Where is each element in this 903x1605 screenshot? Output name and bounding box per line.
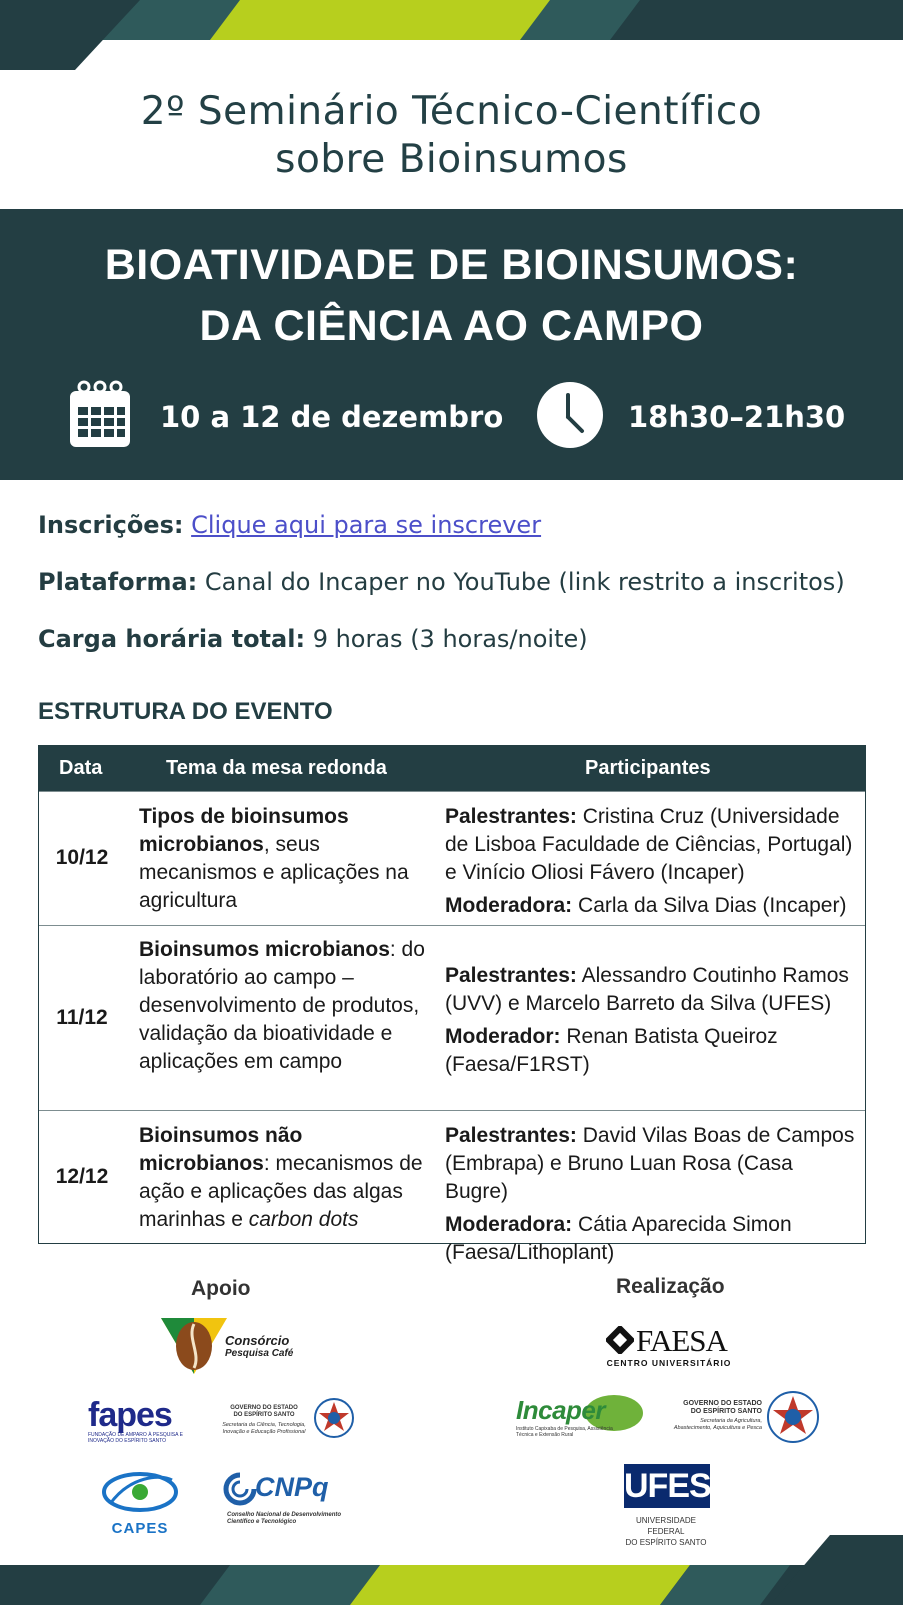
bottom-stripe	[0, 1535, 903, 1605]
organizer-heading: Realização	[616, 1275, 725, 1298]
registration-link[interactable]: Clique aqui para se inscrever	[191, 511, 542, 539]
row-participants: Palestrantes: Cristina Cruz (Universidade de Lisboa Faculdade de Ciências, Portugal) e Vinício Oliosi Fávero (Incaper) Moderadora: Carla da Silva Dias (Incaper)	[445, 805, 853, 917]
registration-line: Inscrições: Clique aqui para se inscrever	[38, 511, 542, 539]
faesa-logo: FAESA CENTRO UNIVERSITÁRIO	[606, 1326, 732, 1370]
table-header: Data Tema da mesa redonda Participantes	[39, 746, 865, 791]
support-heading: Apoio	[191, 1277, 251, 1300]
calendar-icon	[68, 379, 132, 449]
top-stripe	[0, 0, 903, 70]
structure-heading: ESTRUTURA DO EVENTO	[38, 698, 333, 725]
row-theme: Tipos de bioinsumos microbianos, seus mecanismos e aplicações na agricultura	[139, 805, 409, 912]
platform-line: Plataforma: Canal do Incaper no YouTube (link restrito a inscritos)	[38, 568, 845, 596]
state-seal-icon	[766, 1388, 820, 1446]
table-row: 12/12 Bioinsumos não microbianos: mecanismos de ação e aplicações das algas marinhas e carbon dots Palestrantes: David Vilas Boas de Campos (Embrapa) e Bruno Luan Rosa (Casa Bugre) Moderadora: Cátia Aparecida Simon (Faesa/Lithoplant)	[39, 1110, 865, 1243]
table-row: 10/12 Tipos de bioinsumos microbianos, seus mecanismos e aplicações na agricultura Palestrantes: Cristina Cruz (Universidade de Lisboa Faculdade de Ciências, Portugal) e Vinício Oliosi Fávero (Incaper) Moderadora: Carla da Silva Dias (Incaper)	[39, 791, 865, 925]
row-theme: Bioinsumos não microbianos: mecanismos de ação e aplicações das algas marinhas e carbon dots	[139, 1124, 423, 1231]
sectec-logo: GOVERNO DO ESTADO DO ESPÍRITO SANTO Secretaria da Ciência, Tecnologia, Inovação e Educação Profissional	[222, 1405, 306, 1435]
event-time: 18h30–21h30	[628, 400, 846, 434]
theme-banner	[0, 209, 903, 480]
cnpq-logo: CNPq Conselho Nacional de Desenvolvimento Científico e Tecnológico	[227, 1472, 342, 1525]
row-theme: Bioinsumos microbianos: do laboratório ao campo – desenvolvimento de produtos, validação da bioatividade e aplicações em campo	[139, 938, 425, 1073]
ufes-logo: UFES UNIVERSIDADE FEDERAL DO ESPÍRITO SANTO	[620, 1464, 712, 1542]
incaper-logo: Incaper Instituto Capixaba de Pesquisa, Assistência Técnica e Extensão Rural	[516, 1393, 646, 1443]
seag-logo: GOVERNO DO ESTADO DO ESPÍRITO SANTO Secretaria da Agricultura, Abastecimento, Aquicultura e Pesca	[673, 1400, 762, 1431]
fapes-logo: fapes FUNDAÇÃO DE AMPARO À PESQUISA E INOVAÇÃO DO ESPÍRITO SANTO	[88, 1396, 183, 1444]
hours-line: Carga horária total: 9 horas (3 horas/noite)	[38, 625, 588, 653]
event-date: 10 a 12 de dezembro	[160, 400, 504, 434]
state-seal-icon	[314, 1396, 354, 1440]
schedule-table	[38, 745, 866, 1264]
event-title: 2º Seminário Técnico-Científico sobre Bioinsumos	[140, 89, 763, 182]
consorcio-logo: Consórcio Pesquisa Café	[161, 1318, 296, 1374]
clock-icon	[536, 381, 604, 449]
theme-title: BIOATIVIDADE DE BIOINSUMOS: DA CIÊNCIA AO CAMPO	[104, 241, 799, 350]
capes-logo: CAPES	[100, 1466, 180, 1538]
row-participants: Palestrantes: Alessandro Coutinho Ramos (UVV) e Marcelo Barreto da Silva (UFES) Moderador: Renan Batista Queiroz (Faesa/F1RST)	[445, 964, 849, 1076]
row-participants: Palestrantes: David Vilas Boas de Campos (Embrapa) e Bruno Luan Rosa (Casa Bugre) Moderadora: Cátia Aparecida Simon (Faesa/Lithoplant)	[445, 1124, 855, 1264]
table-row: 11/12 Bioinsumos microbianos: do laboratório ao campo – desenvolvimento de produtos, validação da bioatividade e aplicações em campo Palestrantes: Alessandro Coutinho Ramos (UVV) e Marcelo Barreto da Silva (UFES) Moderador: Renan Batista Queiroz (Faesa/F1RST)	[39, 925, 865, 1110]
